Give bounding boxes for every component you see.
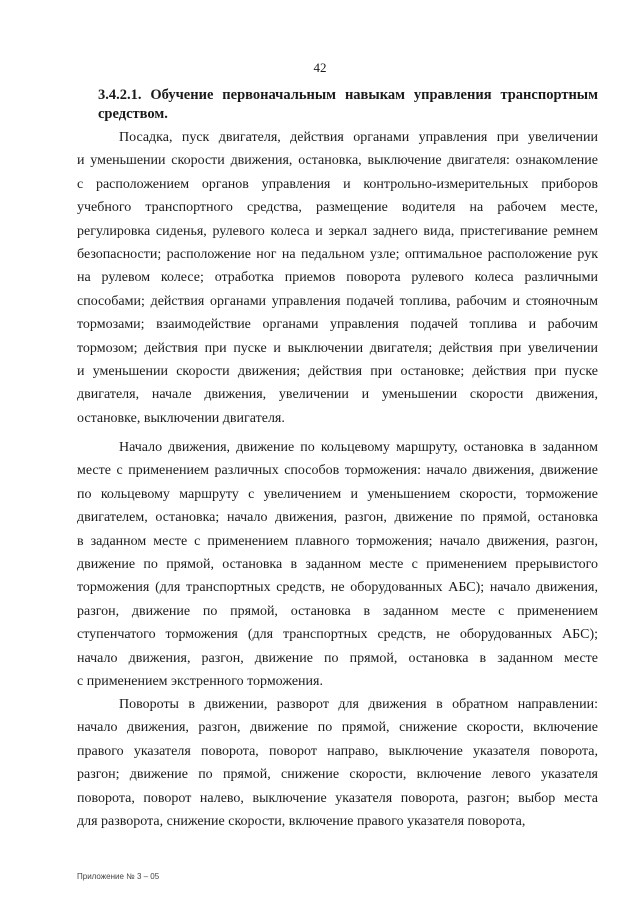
paragraph-line: способами; действия органами управления подачей топлива, рабочим и стояночным	[77, 293, 598, 309]
paragraph-line: разгон; движение по прямой, снижение скорости, включение левого указателя	[77, 767, 598, 783]
paragraph-seating-and-controls	[77, 126, 598, 430]
page-footer: Приложение № 3 – 05	[77, 872, 160, 881]
paragraph-line: начало движения, разгон, движение по прямой, снижение скорости, включение	[77, 720, 598, 736]
paragraph-line: торможения (для транспортных средств, не оборудованных АБС); начало движения,	[77, 580, 598, 596]
paragraph-line: и уменьшении скорости движения; действия при остановке; действия при пуске	[77, 364, 598, 380]
section-heading-line-2: средством.	[98, 106, 168, 122]
paragraph-line: с применением экстренного торможения.	[77, 674, 323, 690]
paragraph-turns-and-reversal	[77, 693, 598, 833]
paragraph-line: тормозами; взаимодействие органами управления подачей топлива и рабочим	[77, 317, 598, 333]
paragraph-braking-methods	[77, 436, 598, 693]
section-heading	[98, 86, 598, 124]
paragraph-line: правого указателя поворота, поворот направо, выключение указателя поворота,	[77, 743, 598, 759]
paragraph-line: в заданном месте с применением плавного торможения; начало движения, разгон,	[77, 533, 598, 549]
paragraph-line: двигателем, остановка; начало движения, разгон, движение по прямой, остановка	[77, 510, 598, 526]
paragraph-line: начало движения, разгон, движение по прямой, остановка в заданном месте	[77, 650, 598, 666]
paragraph-line: Повороты в движении, разворот для движения в обратном направлении:	[119, 697, 598, 712]
paragraph-line: регулировка сиденья, рулевого колеса и зеркал заднего вида, пристегивание ремнем	[77, 223, 598, 239]
paragraph-line: Посадка, пуск двигателя, действия органами управления при увеличении	[119, 130, 598, 145]
paragraph-line: Начало движения, движение по кольцевому маршруту, остановка в заданном	[119, 440, 598, 455]
page-number: 42	[313, 60, 327, 75]
paragraph-line: безопасности; расположение ног на педальном узле; оптимальное расположение рук	[77, 247, 598, 263]
paragraph-line: для разворота, снижение скорости, включение правого указателя поворота,	[77, 814, 526, 830]
paragraph-line: и уменьшении скорости движения, остановка, выключение двигателя: ознакомление	[77, 153, 598, 169]
paragraph-line: остановке, выключении двигателя.	[77, 410, 285, 426]
paragraph-line: на рулевом колесе; отработка приемов поворота рулевого колеса различными	[77, 270, 598, 286]
paragraph-line: движение по прямой, остановка в заданном месте с применением прерывистого	[77, 557, 598, 573]
paragraph-line: по кольцевому маршруту с увеличением и уменьшением скорости, торможение	[77, 486, 598, 502]
paragraph-line: ступенчатого торможения (для транспортных средств, не оборудованных АБС);	[77, 627, 598, 643]
section-heading-line-1: 3.4.2.1. Обучение первоначальным навыкам управления транспортным	[98, 87, 598, 103]
paragraph-line: двигателя, начале движения, увеличении и уменьшении скорости движения,	[77, 387, 598, 403]
paragraph-line: месте с применением различных способов торможения: начало движения, движение	[77, 463, 598, 479]
paragraph-line: тормозом; действия при пуске и выключении двигателя; действия при увеличении	[77, 340, 598, 356]
paragraph-line: разгон, движение по прямой, остановка в заданном месте с применением	[77, 603, 598, 619]
paragraph-line: поворота, поворот налево, выключение указателя поворота, разгон; выбор места	[77, 790, 598, 806]
paragraph-line: учебного транспортного средства, размещение водителя на рабочем месте,	[77, 200, 598, 216]
paragraph-line: с расположением органов управления и контрольно-измерительных приборов	[77, 176, 598, 192]
